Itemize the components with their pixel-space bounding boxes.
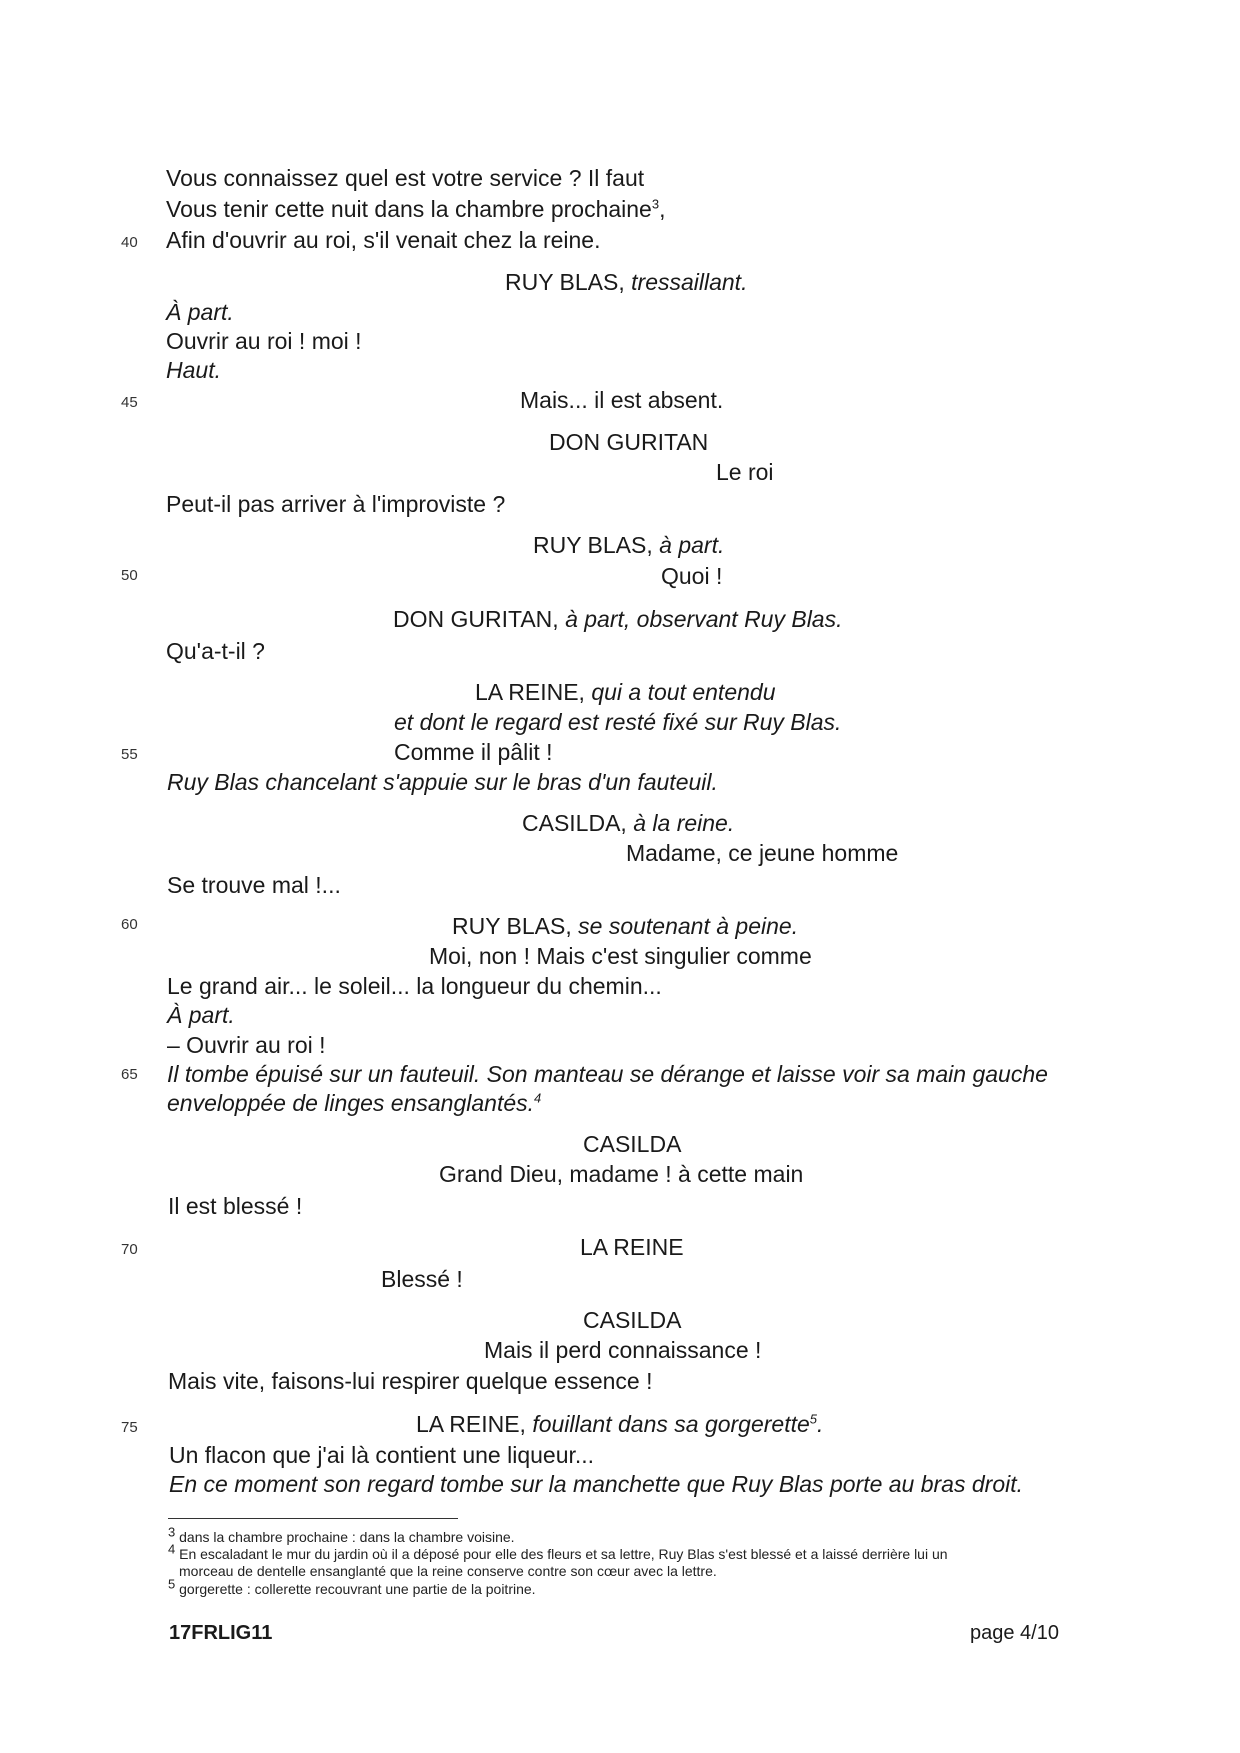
speaker-heading: RUY BLAS, tressaillant. <box>505 269 748 295</box>
verse-line: Blessé ! <box>381 1266 463 1292</box>
line-number: 65 <box>121 1066 138 1083</box>
line-number: 50 <box>121 567 138 584</box>
speaker-heading: LA REINE <box>580 1234 684 1260</box>
stage-direction: et dont le regard est resté fixé sur Ruy Blas. <box>394 709 842 735</box>
footnote: $^4$ En escaladant le mur du jardin où il a déposé pour elle des fleurs et sa lettre, Ruy Blas s'est blessé et a laissé derrière lui un <box>168 1541 948 1562</box>
line-number: 40 <box>121 234 138 251</box>
verse-line: Vous connaissez quel est votre service ? Il faut <box>166 165 645 191</box>
verse-line: Moi, non ! Mais c'est singulier comme <box>429 943 812 969</box>
footnote: $^3$ dans la chambre prochaine : dans la chambre voisine. <box>168 1524 515 1545</box>
speaker-heading: DON GURITAN, à part, observant Ruy Blas. <box>393 606 843 632</box>
stage-direction: À part. <box>167 1002 235 1028</box>
verse-line: Mais vite, faisons-lui respirer quelque essence ! <box>168 1368 653 1394</box>
speaker-heading: LA REINE, qui a tout entendu <box>475 679 776 705</box>
verse-line: Il est blessé ! <box>168 1193 303 1219</box>
page-number: page 4/10 <box>970 1622 1059 1644</box>
verse-line: – Ouvrir au roi ! <box>167 1032 326 1058</box>
speaker-heading: RUY BLAS, se soutenant à peine. <box>452 913 799 939</box>
speaker-heading: CASILDA, à la reine. <box>522 810 735 836</box>
verse-line: Afin d'ouvrir au roi, s'il venait chez la reine. <box>166 227 601 253</box>
verse-line: Se trouve mal !... <box>167 872 341 898</box>
verse-line: Un flacon que j'ai là contient une liqueur... <box>169 1442 595 1468</box>
verse-line: Mais il perd connaissance ! <box>484 1337 762 1363</box>
verse-line: Vous tenir cette nuit dans la chambre prochaine$^3$, <box>166 196 666 222</box>
footnote-ref: 4 <box>534 1090 542 1106</box>
stage-direction: enveloppée de linges ensanglantés.$^4$ <box>167 1090 542 1116</box>
line-number: 45 <box>121 394 138 411</box>
stage-direction: Il tombe épuisé sur un fauteuil. Son manteau se dérange et laisse voir sa main gauche <box>167 1061 1048 1087</box>
verse-line: Comme il pâlit ! <box>394 739 553 765</box>
stage-direction: Haut. <box>166 357 221 383</box>
line-number: 75 <box>121 1419 138 1436</box>
footnote-ref: 5 <box>809 1411 818 1427</box>
verse-line: Madame, ce jeune homme <box>626 840 899 866</box>
line-number: 55 <box>121 746 138 763</box>
speaker-heading: LA REINE, fouillant dans sa gorgerette$^5$. <box>416 1411 824 1437</box>
stage-direction: À part. <box>166 299 234 325</box>
speaker-heading: RUY BLAS, à part. <box>533 532 725 558</box>
verse-line: Peut-il pas arriver à l'improviste ? <box>166 491 506 517</box>
document-code: 17FRLIG11 <box>169 1622 273 1644</box>
footnote-ref: 3 <box>651 196 660 212</box>
verse-line: Qu'a-t-il ? <box>166 638 265 664</box>
verse-line: Mais... il est absent. <box>520 387 724 413</box>
line-number: 70 <box>121 1241 138 1258</box>
verse-line: Quoi ! <box>661 563 723 589</box>
speaker-heading: CASILDA <box>583 1131 682 1157</box>
verse-line: Grand Dieu, madame ! à cette main <box>439 1161 804 1187</box>
verse-line: Le grand air... le soleil... la longueur du chemin... <box>167 973 662 999</box>
stage-direction: Ruy Blas chancelant s'appuie sur le bras d'un fauteuil. <box>167 769 718 795</box>
line-number: 60 <box>121 916 138 933</box>
stage-direction: En ce moment son regard tombe sur la manchette que Ruy Blas porte au bras droit. <box>169 1471 1023 1497</box>
speaker-heading: DON GURITAN <box>549 429 709 455</box>
speaker-heading: CASILDA <box>583 1307 682 1333</box>
footnote: $^5$ gorgerette : collerette recouvrant une partie de la poitrine. <box>168 1576 536 1597</box>
footnote: morceau de dentelle ensanglanté que la reine conserve contre son cœur avec la lettre. <box>179 1563 717 1579</box>
verse-line: Ouvrir au roi ! moi ! <box>166 328 362 354</box>
footnote-separator <box>168 1518 458 1519</box>
verse-line: Le roi <box>716 459 774 485</box>
